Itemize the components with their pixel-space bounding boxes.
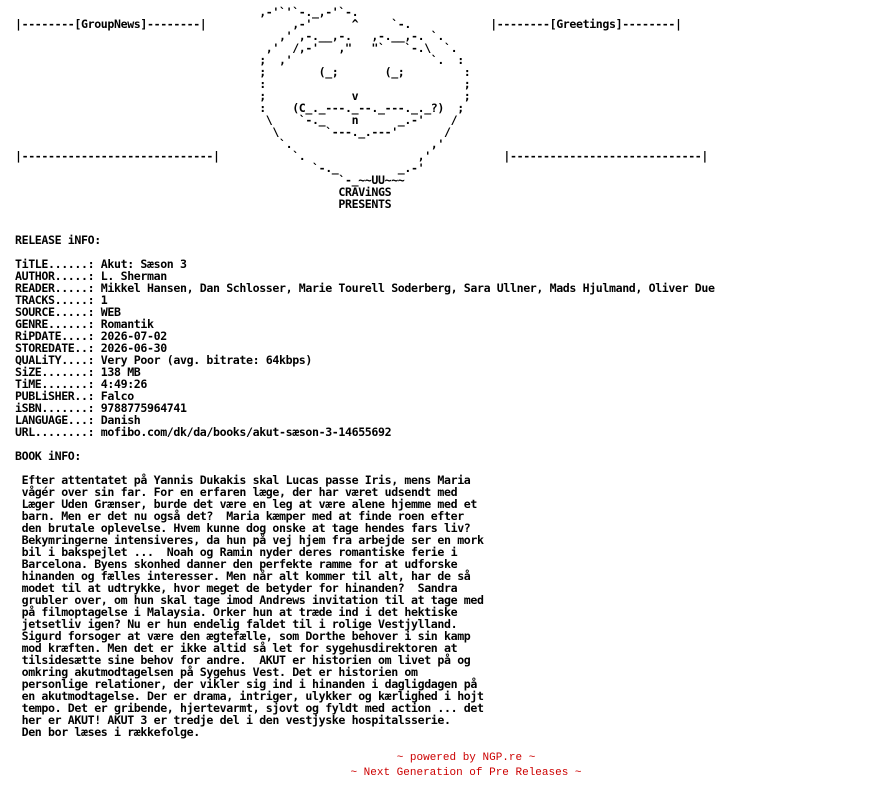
footer-powered-by: ~ powered by NGP.re ~ xyxy=(396,752,536,764)
nfo-text: ,-'`'`-._,-'`-. |--------[GroupNews]--------| ,-' ^ `-. |--------[Greetings]--------| ,' ,-.__,-. ,-.__,-. `. ,' /,-' ," "` `-.\ `. ; ,' `. : ; (_; (_; : : ; ; v ; : (C_._---._--._---._._?) ; \ `-._ n _.-' / \ `---._.---' / `. ,' |-----------------------------| `. ,' |-----------------------------| `-._ _.-' `-_~~UU~~~ CRAViNGS PRESENTS RELEASE iNFO: TiTLE......: Akut: Sæson 3 AUTHOR.....: L. Sherman READER.....: Mikkel Hansen, Dan Schlosser, Marie Tourell Soderberg, Sara Ullner, Mads Hjulmand, Oliver Due TRACKS.....: 1 SOURCE.....: WEB GENRE......: Romantik RiPDATE....: 2026-07-02 STOREDATE..: 2026-06-30 QUALiTY....: Very Poor (avg. bitrate: 64kbps) SiZE.......: 138 MB TiME.......: 4:49:26 PUBLiSHER..: Falco iSBN.......: 9788775964741 LANGUAGE...: Danish URL........: mofibo.com/dk/da/books/akut-sæson-3-14655692 BOOK iNFO: Efter attentatet på Yannis Dukakis skal Lucas passe Iris, mens Maria vågér over sin far. For en erfaren læge, der har været udsendt med Læger Uden Grænser, burde det være en leg at være alene hjemme med et barn. Men er det nu også det? Maria kæmper med at finde roen efter den brutale oplevelse. Hvem kunne dog onske at tage hendes fars liv? Bekymringerne intensiveres, da hun på vej hjem fra arbejde ser en mork bil i bakspejlet ... Noah og Ramin nyder deres romantiske ferie i Barcelona. Byens skonhed danner den perfekte ramme for at udforske hinanden og fælles interesser. Men når alt kommer til alt, har de så modet til at udtrykke, hvor meget de betyder for hinanden? Sandra grubler over, om hun skal tage imod Andrews invitation til at tage med på filmoptagelse i Malaysia. Orker hun at træde ind i det hektiske jetsetliv igen? Nu er hun endelig faldet til i rolige Vestjylland. Sigurd forsoger at være den ægtefælle, som Dorthe behover i sin kamp mod kræften. Men det er ikke altid så let for sygehusdirektoren at tilsidesætte sine behov for andre. AKUT er historien om livet på og omkring akutmodtagelsen på Sygehus Vest. Det er historien om personlige relationer, der vikler sig ind i hinanden i dagligdagen på en akutmodtagelse. Der er drama, intriger, ulykker og kærlighed i hojt tempo. Det er gribende, hjertevarmt, sjovt og fyldt med action ... det her er AKUT! AKUT 3 er tredje del i den vestjyske hospitalsserie. Den bor læses i rækkefolge. xyxy=(15,5,715,739)
footer-tagline: ~ Next Generation of Pre Releases ~ xyxy=(350,767,582,779)
